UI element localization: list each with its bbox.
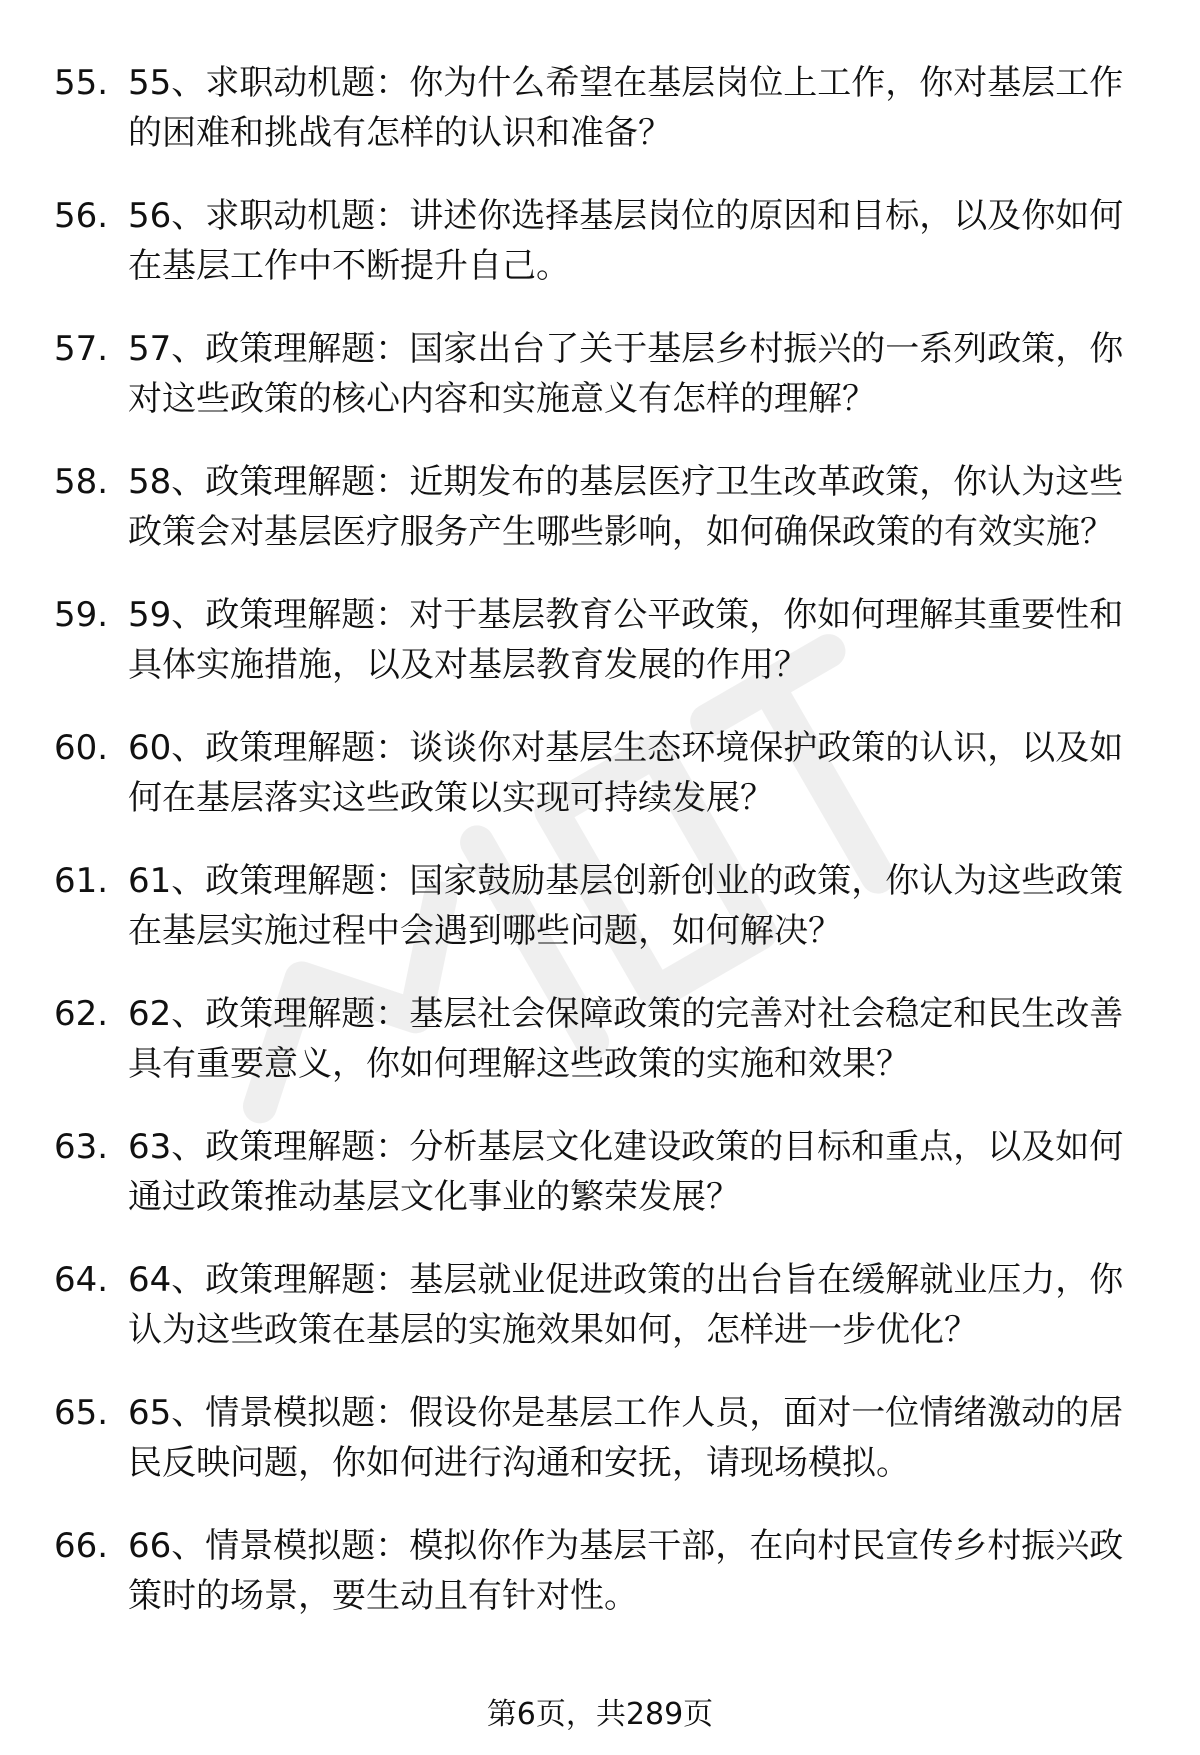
list-item bbox=[0, 457, 1200, 557]
question-number: 63. bbox=[54, 1127, 109, 1167]
question-number: 55. bbox=[54, 63, 109, 103]
question-text: 58、政策理解题：近期发布的基层医疗卫生改革政策，你认为这些政策会对基层医疗服务产生哪些影响，如何确保政策的有效实施？ bbox=[128, 462, 1124, 552]
list-item bbox=[0, 723, 1200, 823]
question-number: 61. bbox=[54, 861, 109, 901]
question-text: 55、求职动机题：你为什么希望在基层岗位上工作，你对基层工作的困难和挑战有怎样的认识和准备？ bbox=[128, 63, 1124, 153]
question-number: 59. bbox=[54, 595, 109, 635]
list-item bbox=[0, 1388, 1200, 1488]
question-text: 59、政策理解题：对于基层教育公平政策，你如何理解其重要性和具体实施措施，以及对基层教育发展的作用？ bbox=[128, 595, 1124, 685]
question-number: 62. bbox=[54, 994, 109, 1034]
list-item bbox=[0, 1521, 1200, 1621]
question-list bbox=[0, 58, 1200, 1654]
question-number: 56. bbox=[54, 196, 109, 236]
list-item bbox=[0, 324, 1200, 424]
question-text: 63、政策理解题：分析基层文化建设政策的目标和重点，以及如何通过政策推动基层文化事业的繁荣发展？ bbox=[128, 1127, 1124, 1217]
question-number: 65. bbox=[54, 1393, 109, 1433]
list-item bbox=[0, 1122, 1200, 1222]
list-item bbox=[0, 590, 1200, 690]
question-number: 60. bbox=[54, 728, 109, 768]
question-text: 57、政策理解题：国家出台了关于基层乡村振兴的一系列政策，你对这些政策的核心内容和实施意义有怎样的理解？ bbox=[128, 329, 1124, 419]
question-number: 66. bbox=[54, 1526, 109, 1566]
list-item bbox=[0, 856, 1200, 956]
list-item bbox=[0, 1255, 1200, 1355]
list-item bbox=[0, 989, 1200, 1089]
question-text: 56、求职动机题：讲述你选择基层岗位的原因和目标，以及你如何在基层工作中不断提升自己。 bbox=[128, 196, 1124, 286]
question-text: 61、政策理解题：国家鼓励基层创新创业的政策，你认为这些政策在基层实施过程中会遇到哪些问题，如何解决？ bbox=[128, 861, 1124, 951]
question-number: 64. bbox=[54, 1260, 109, 1300]
question-number: 58. bbox=[54, 462, 109, 502]
question-text: 64、政策理解题：基层就业促进政策的出台旨在缓解就业压力，你认为这些政策在基层的实施效果如何，怎样进一步优化？ bbox=[128, 1260, 1124, 1350]
question-text: 66、情景模拟题：模拟你作为基层干部，在向村民宣传乡村振兴政策时的场景，要生动且有针对性。 bbox=[128, 1526, 1124, 1616]
list-item bbox=[0, 191, 1200, 291]
page-footer: 第6页，共289页 bbox=[486, 1697, 714, 1732]
list-item bbox=[0, 58, 1200, 158]
question-number: 57. bbox=[54, 329, 109, 369]
question-text: 65、情景模拟题：假设你是基层工作人员，面对一位情绪激动的居民反映问题，你如何进行沟通和安抚，请现场模拟。 bbox=[128, 1393, 1124, 1483]
question-text: 62、政策理解题：基层社会保障政策的完善对社会稳定和民生改善具有重要意义，你如何理解这些政策的实施和效果？ bbox=[128, 994, 1124, 1084]
question-text: 60、政策理解题：谈谈你对基层生态环境保护政策的认识，以及如何在基层落实这些政策以实现可持续发展？ bbox=[128, 728, 1124, 818]
